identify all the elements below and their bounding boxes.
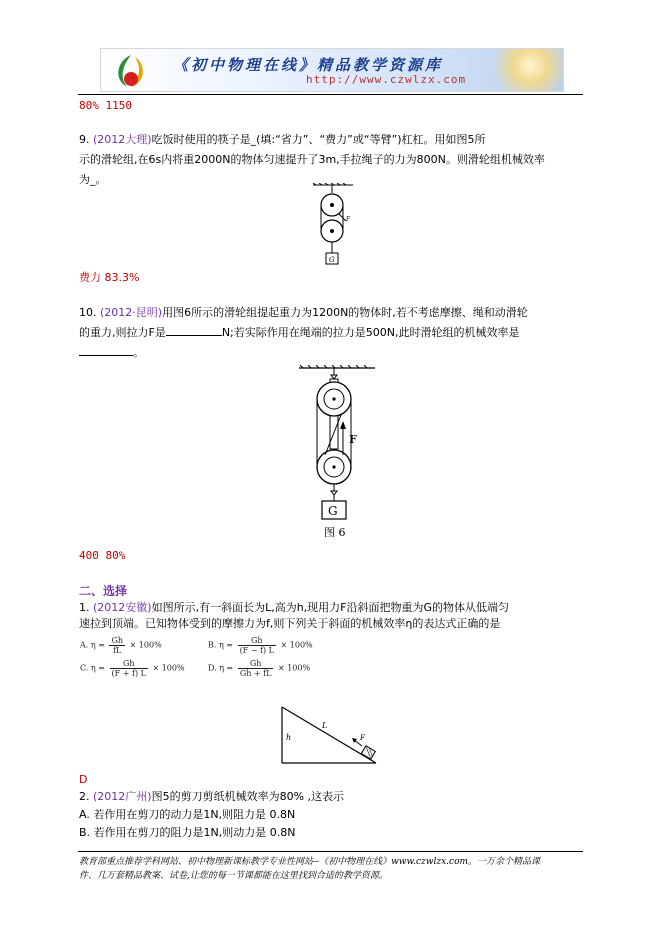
option-label: B. η = [208, 640, 234, 650]
question-text: 。 [133, 346, 144, 359]
weight-label: G [328, 504, 338, 518]
question-text: 吃饭时使用的筷子是_(填:“省力”、“费力”或“等臂”)杠杠。用如图5所 [151, 133, 486, 146]
question-number: 2. [79, 790, 90, 803]
option-tail: × 100% [277, 663, 311, 673]
choice-2-option-a[interactable]: A. 若作用在剪刀的动力是1N,则阻力是 0.8N [79, 808, 296, 821]
answer-choice-1: D [79, 773, 88, 786]
answer-q8: 80% 1150 [79, 99, 132, 112]
figure-pulley-q10 [297, 365, 377, 545]
question-10-line2 [79, 323, 519, 343]
option-label: D. η = [208, 663, 234, 673]
ceiling-mount [313, 183, 353, 185]
question-text: 的重力,则拉力F是 [79, 326, 166, 339]
question-source: (2012安徽) [93, 601, 152, 614]
question-text: 图5的剪刀剪纸机械效率为80% ,这表示 [151, 790, 345, 803]
weight-label: G [329, 256, 335, 264]
banner-url[interactable]: http://www.czwlzx.com [306, 73, 467, 86]
figure-incline [280, 704, 380, 766]
incline-length-label: L [322, 721, 328, 730]
question-source: (2012大理) [93, 133, 152, 146]
option-tail: × 100% [152, 663, 185, 673]
fraction: $\frac{Gh}{(F - f) L}$ [239, 636, 274, 655]
banner-title: 《初中物理在线》精品教学资源库 [173, 56, 444, 74]
option-d[interactable] [208, 659, 310, 678]
footer-rule [78, 851, 583, 852]
section-title: 二、选择 [79, 584, 128, 598]
question-text: 用图6所示的滑轮组提起重力为1200N的物体时,若不考虑摩擦、绳和动滑轮 [162, 306, 528, 319]
block [361, 746, 375, 759]
question-number: 1. [79, 601, 90, 614]
option-a[interactable] [80, 636, 162, 655]
banner-decoration [481, 49, 563, 91]
option-b[interactable] [208, 636, 313, 655]
question-10-line3 [79, 343, 144, 363]
fraction: $\frac{Gh}{fL}$ [111, 636, 123, 655]
force-label: F [349, 433, 357, 446]
option-label: C. η = [80, 663, 105, 673]
incline-height-label: h [286, 733, 292, 742]
choice-2-line1 [79, 787, 344, 807]
question-text: N;若实际作用在绳端的拉力是500N,此时滑轮组的机械效率是 [221, 326, 520, 339]
question-number: 9. [79, 133, 90, 146]
option-tail: × 100% [129, 640, 162, 650]
fraction: $\frac{Gh}{Gh + fL}$ [239, 659, 272, 678]
answer-q9: 费力 83.3% [79, 271, 140, 284]
question-source: (2012广州) [93, 790, 152, 803]
figure-pulley-q9 [308, 183, 358, 268]
footer-line2: 件、几万套精品教案、试卷,让您的每一节课都能在这里找到合适的教学资源。 [79, 871, 388, 881]
option-c[interactable] [80, 659, 185, 678]
choice-1-line2: 速拉到顶端。已知物体受到的摩擦力为f,则下列关于斜面的机械效率η的表达式正确的是 [79, 617, 501, 630]
force-label: F [346, 216, 351, 223]
question-9-line3: 为_。 [79, 173, 107, 186]
header-banner [100, 48, 564, 92]
footer-line1: 教育部重点推荐学科网站、初中物理新课标教学专业性网站--《初中物理在线》www.czwlzx.com。一万余个精品课 [79, 857, 541, 867]
option-tail: × 100% [280, 640, 313, 650]
force-label: F [360, 734, 365, 742]
question-number: 10. [79, 306, 97, 319]
choice-2-option-b[interactable]: B. 若作用在剪刀的阻力是1N,则动力是 0.8N [79, 826, 296, 839]
answer-blank[interactable] [166, 335, 222, 336]
banner-logo-icon [101, 49, 161, 91]
figure-caption: 图 6 [324, 526, 346, 539]
question-9-line2: 示的滑轮组,在6s内将重2000N的物体匀速提升了3m,手拉绳子的力为800N。则滑轮组机械效率 [79, 153, 545, 166]
answer-blank[interactable] [79, 355, 133, 356]
question-text: 如图所示,有一斜面长为L,高为h,现用力F沿斜面把物重为G的物体从低端匀 [151, 601, 510, 614]
question-9-line1 [79, 130, 486, 150]
answer-q10: 400 80% [79, 549, 126, 562]
question-10-line1 [79, 303, 528, 323]
fraction: $\frac{Gh}{(F + f) L}$ [111, 659, 146, 678]
header-rule [78, 94, 583, 95]
question-source: (2012·昆明) [100, 306, 163, 319]
option-label: A. η = [80, 640, 105, 650]
